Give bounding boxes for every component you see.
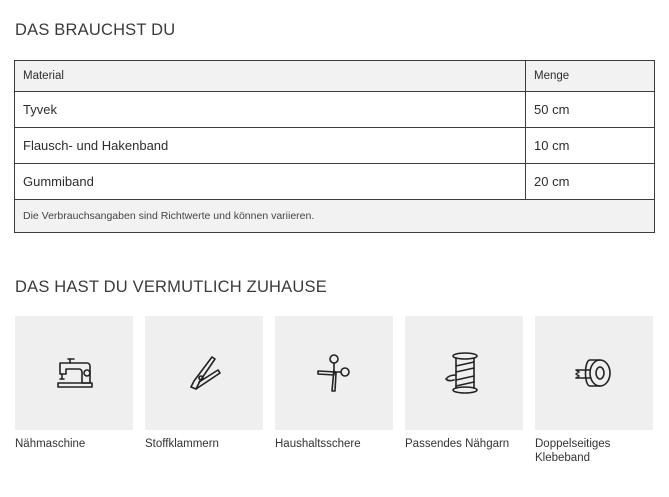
table-note: Die Verbrauchsangaben sind Richtwerte und können variieren.	[15, 200, 655, 233]
tools-list	[15, 316, 653, 465]
material-cell: Gummiband	[15, 164, 526, 200]
home-section-title: DAS HAST DU VERMUTLICH ZUHAUSE	[15, 278, 327, 296]
tape-roll-icon	[572, 351, 616, 395]
table-row	[15, 128, 655, 164]
tool-item-thread-spool	[405, 316, 523, 465]
tool-item-fabric-clip	[145, 316, 263, 465]
material-column-header: Material	[15, 61, 526, 92]
tool-item-tape-roll	[535, 316, 653, 465]
tool-label: Stoffklammern	[145, 438, 219, 450]
tool-label: Nähmaschine	[15, 438, 86, 450]
table-row	[15, 164, 655, 200]
amount-column-header: Menge	[526, 61, 655, 92]
tool-tile	[15, 316, 133, 430]
table-header-row	[15, 61, 655, 92]
tool-item-sewing-machine	[15, 316, 133, 465]
material-cell: Tyvek	[15, 92, 526, 128]
tool-item-scissors	[275, 316, 393, 465]
tool-label: Haushaltsschere	[275, 438, 361, 450]
tool-label: Passendes Nähgarn	[405, 438, 510, 450]
scissors-icon	[312, 351, 356, 395]
sewing-machine-icon	[52, 351, 96, 395]
tool-tile	[275, 316, 393, 430]
amount-cell: 10 cm	[526, 128, 655, 164]
materials-table	[14, 60, 655, 233]
materials-section-title: DAS BRAUCHST DU	[15, 21, 176, 39]
tool-tile	[405, 316, 523, 430]
table-row	[15, 92, 655, 128]
tool-tile	[145, 316, 263, 430]
thread-spool-icon	[442, 351, 486, 395]
table-note-row	[15, 200, 655, 233]
material-cell: Flausch- und Hakenband	[15, 128, 526, 164]
fabric-clip-icon	[182, 351, 226, 395]
amount-cell: 20 cm	[526, 164, 655, 200]
tool-tile	[535, 316, 653, 430]
tool-label: Doppelseitiges Klebeband	[535, 438, 611, 464]
amount-cell: 50 cm	[526, 92, 655, 128]
